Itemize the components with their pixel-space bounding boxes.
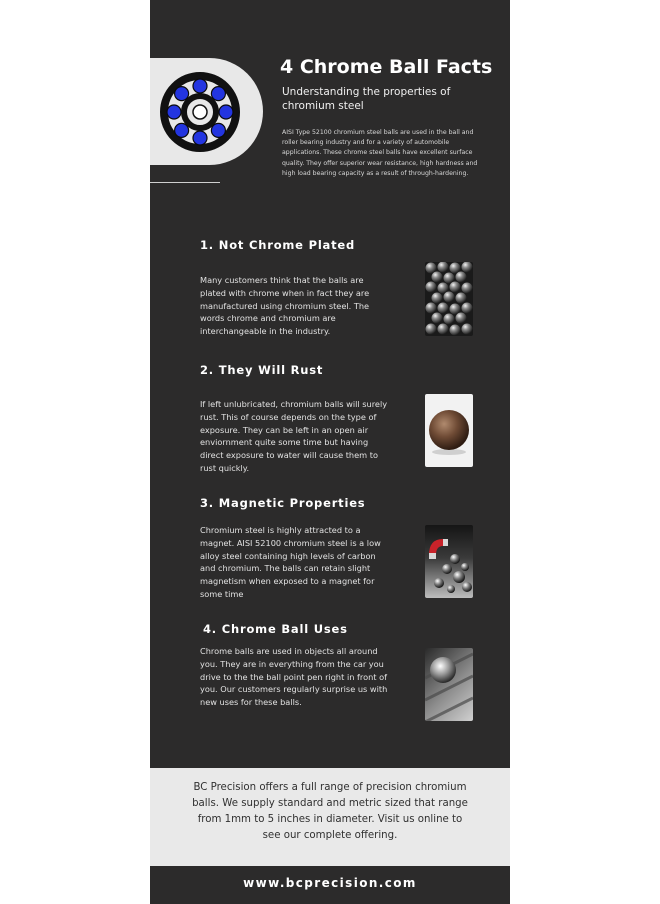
footer-panel	[150, 768, 510, 866]
fact-1-body: Many customers think that the balls are plated with chrome when in fact they are manufactured using chromium steel. The words chrome and chromium are interchangeable in the industry.	[200, 275, 370, 337]
divider-line	[150, 182, 220, 183]
fact-3-heading: 3. Magnetic Properties	[200, 496, 366, 510]
website-link[interactable]: www.bcprecision.com	[243, 876, 417, 890]
bearing-icon	[158, 70, 242, 154]
ball-on-rail-photo	[425, 648, 473, 721]
chrome-balls-pile-photo	[425, 262, 473, 336]
infographic-poster	[150, 0, 510, 904]
fact-3-body: Chromium steel is highly attracted to a magnet. AISI 52100 chromium steel is a low alloy steel containing high levels of carbon and chromium. The balls can retain slight magnetism when exposed to a magnet for some time	[200, 525, 381, 599]
footer-text: BC Precision offers a full range of precision chromium balls. We supply standard and metric sized that range from 1mm to 5 inches in diameter. Visit us online to see our complete offering.	[192, 782, 468, 841]
fact-2-heading: 2. They Will Rust	[200, 363, 324, 377]
fact-4-body: Chrome balls are used in objects all around you. They are in everything from the car you drive to the the ball point pen right in front of you. Our customers regularly surprise us with new uses for these balls.	[200, 646, 388, 708]
fact-2-body: If left unlubricated, chromium balls will surely rust. This of course depends on the type of exposure. They can be left in an open air enviornment quite some time but having direct exposure to water will cause them to rust quickly.	[200, 399, 388, 473]
page-title: 4 Chrome Ball Facts	[280, 56, 493, 78]
fact-1-heading: 1. Not Chrome Plated	[200, 238, 356, 252]
intro-paragraph: AISI Type 52100 chromium steel balls are used in the ball and roller bearing industry and for a variety of automobile applications. These chrome steel balls have excellent surface quality. They offer superior wear resistance, high hardness and high load bearing capacity as a result of through-hardening.	[282, 129, 478, 177]
fact-4-heading: 4. Chrome Ball Uses	[203, 622, 348, 636]
rusty-ball-photo	[425, 394, 473, 467]
logo-badge	[150, 58, 263, 165]
page-subtitle: Understanding the properties of chromium steel	[282, 86, 451, 112]
magnet-balls-photo	[425, 525, 473, 598]
